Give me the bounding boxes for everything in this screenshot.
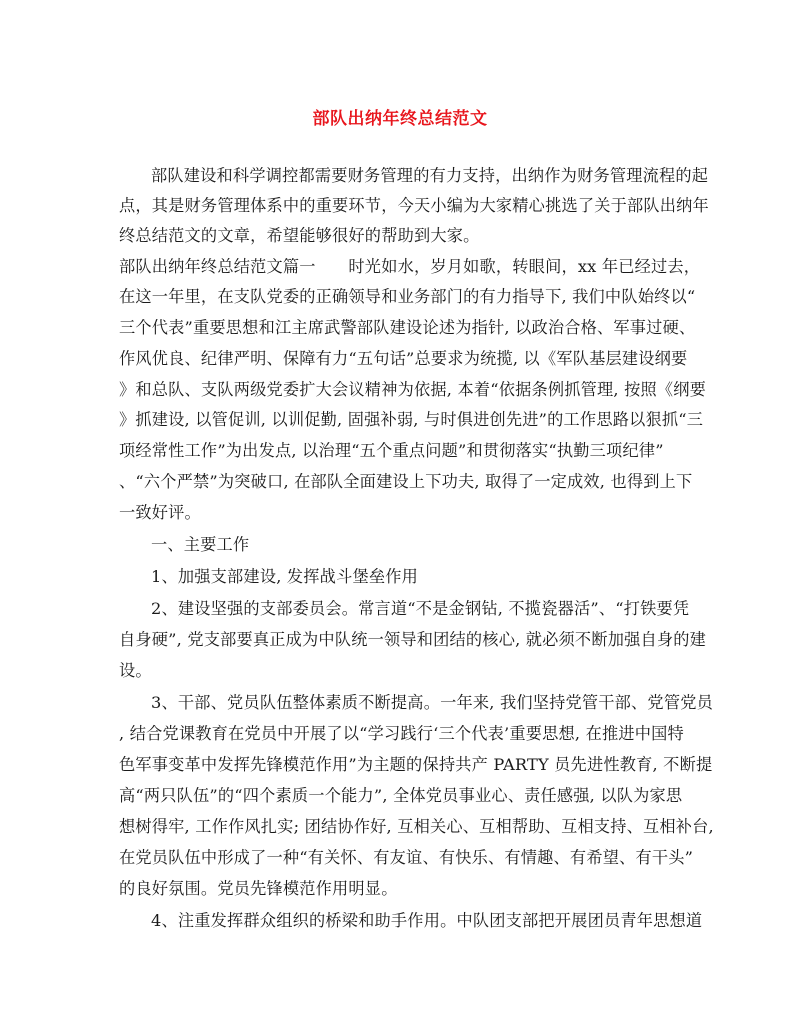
body-line: 3、干部、党员队伍整体素质不断提高。一年来, 我们坚持党管干部、党管党员 [151,693,713,712]
body-line: 部队出纳年终总结范文篇一 时光如水，岁月如歌，转眼间，xx 年已经过去， [119,257,701,276]
body-line: 在这一年里，在支队党委的正确领导和业务部门的有力指导下, 我们中队始终以“ [119,287,696,306]
subsection-heading: 1、加强支部建设, 发挥战斗堡垒作用 [151,567,419,586]
body-line: 、“六个严禁”为突破口, 在部队全面建设上下功夫, 取得了一定成效, 也得到上下 [119,472,693,491]
body-line: 项经常性工作”为出发点, 以治理“五个重点问题”和贯彻落实“执勤三项纪律” [119,441,664,460]
body-line: 作风优良、纪律严明、保障有力“五句话”总要求为统揽, 以《军队基层建设纲要 [119,349,688,368]
body-line: 4、注重发挥群众组织的桥梁和助手作用。中队团支部把开展团员青年思想道 [151,911,703,930]
body-line: 高“两只队伍”的“四个素质一个能力”, 全体党员事业心、责任感强, 以队为家思 [119,786,683,805]
body-line: 想树得牢, 工作作风扎实; 团结协作好, 互相关心、互相帮助、互相支持、互相补台, [119,817,714,836]
body-line: 一致好评。 [119,503,201,522]
body-line: 在党员队伍中形成了一种“有关怀、有友谊、有快乐、有情趣、有希望、有干头” [119,848,694,867]
body-line: 点，其是财务管理体系中的重要环节，今天小编为大家精心挑选了关于部队出纳年 [119,196,709,215]
body-line: , 结合党课教育在党员中开展了以“学习践行‘三个代表’重要思想, 在推进中国特 [119,724,684,743]
body-line: 终总结范文的文章，希望能够很好的帮助到大家。 [119,226,480,245]
document-title: 部队出纳年终总结范文 [312,109,488,129]
body-line: 2、建设坚强的支部委员会。常言道“不是金钢钻, 不揽瓷器活”、“打铁要凭 [151,599,690,618]
body-line: 设。 [119,661,152,680]
body-line: 三个代表”重要思想和江主席武警部队建设论述为指针, 以政治合格、军事过硬、 [119,318,696,337]
body-line: 》抓建设, 以管促训, 以训促勤, 固强补弱, 与时俱进创先进”的工作思路以狠抓“三 [119,410,704,429]
body-line: 的良好氛围。党员先锋模范作用明显。 [119,879,398,898]
body-line: 自身硬”, 党支部要真正成为中队统一领导和团结的核心, 就必须不断加强自身的建 [119,630,707,649]
body-line: 色军事变革中发挥先锋模范作用”为主题的保持共产 PARTY 员先进性教育, 不断提 [119,755,713,774]
body-line: 》和总队、支队两级党委扩大会议精神为依据, 本着“依据条例抓管理, 按照《纲要 [119,380,707,399]
body-line: 部队建设和科学调控都需要财务管理的有力支持，出纳作为财务管理流程的起 [151,166,709,185]
section-heading: 一、主要工作 [151,535,250,554]
